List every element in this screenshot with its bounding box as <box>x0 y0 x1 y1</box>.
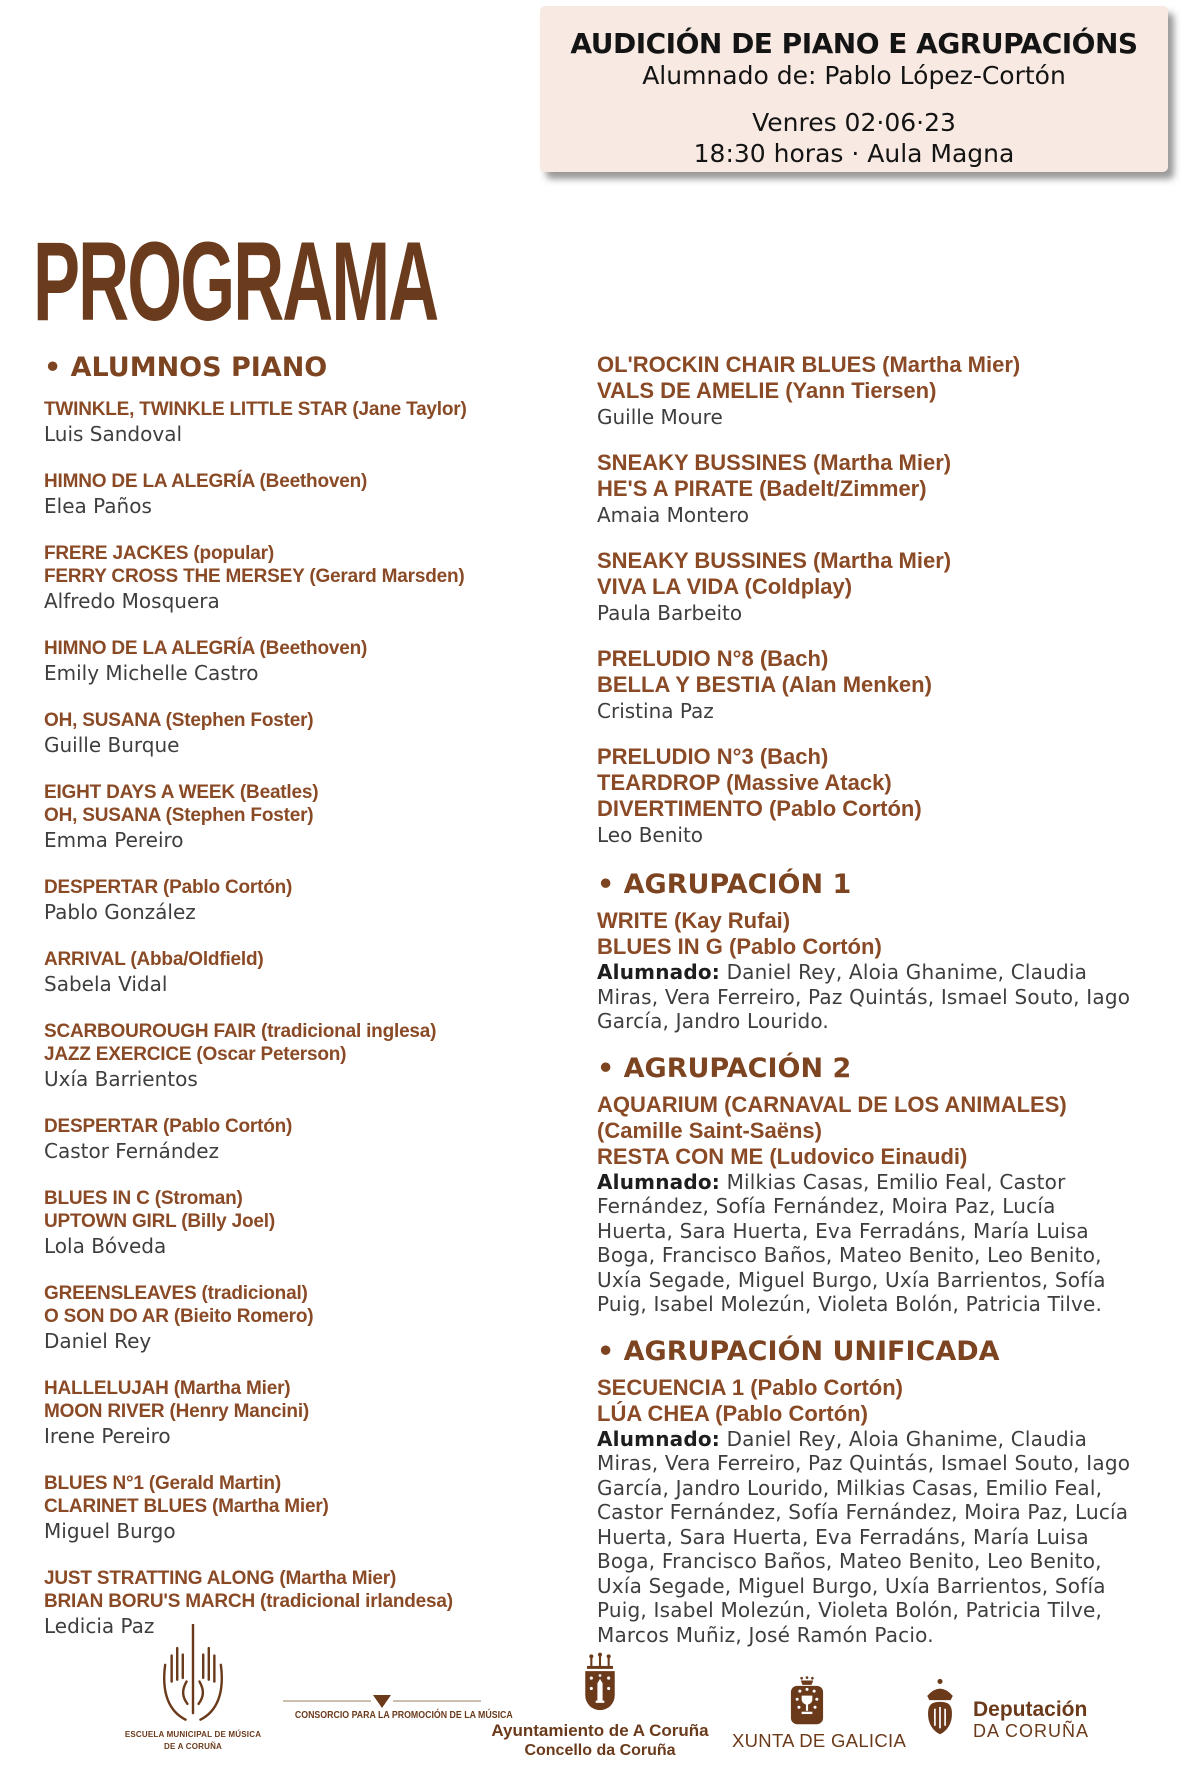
program-entry <box>44 876 528 924</box>
piece-title: MOON RIVER (Henry Mancini) <box>44 1401 310 1422</box>
piece-title: O SON DO AR (Bieito Romero) <box>44 1306 314 1327</box>
piece-title: SECUENCIA 1 (Pablo Cortón) <box>597 1374 903 1400</box>
performer-name: Alfredo Mosquera <box>44 589 220 613</box>
program-entry <box>597 744 1175 847</box>
piece-title: HIMNO DE LA ALEGRÍA (Beethoven) <box>44 638 368 659</box>
alumnado-paragraph: Alumnado: Daniel Rey, Aloia Ghanime, Claudia Miras, Vera Ferreiro, Paz Quintás, Ismael Souto, Iago García, Jandro Lourido. <box>597 960 1131 1033</box>
agrupacion-group <box>597 1335 1175 1648</box>
performer-name: Pablo González <box>44 900 196 924</box>
piece-title: VIVA LA VIDA (Coldplay) <box>597 574 853 599</box>
program-entry <box>44 1282 528 1353</box>
piece-title: VALS DE AMELIE (Yann Tiersen) <box>597 378 937 403</box>
performer-name: Sabela Vidal <box>44 972 168 996</box>
piece-title: (Camille Saint-Saëns) <box>597 1117 822 1143</box>
performer-name: Paula Barbeito <box>597 601 743 625</box>
piece-title: HE'S A PIRATE (Badelt/Zimmer) <box>597 476 927 501</box>
escuela-logo-text-line1: ESCUELA MUNICIPAL DE MÚSICA <box>124 1730 262 1739</box>
piece-title: DESPERTAR (Pablo Cortón) <box>44 877 293 898</box>
group-heading: • AGRUPACIÓN 1 <box>597 869 852 900</box>
program-entry <box>44 542 528 613</box>
performer-name: Emma Pereiro <box>44 828 184 852</box>
piece-title: SNEAKY BUSSINES (Martha Mier) <box>597 450 952 475</box>
xunta-galicia-logo <box>732 1676 907 1751</box>
piece-title: PRELUDIO N°3 (Bach) <box>597 744 829 769</box>
piece-title: BLUES IN C (Stroman) <box>44 1188 243 1209</box>
piece-title: BLUES IN G (Pablo Cortón) <box>597 934 882 959</box>
program-entry <box>44 1377 528 1448</box>
piece-title: OL'ROCKIN CHAIR BLUES (Martha Mier) <box>597 352 1021 377</box>
program-entry <box>44 1020 528 1091</box>
program-entry <box>44 781 528 852</box>
performer-name: Elea Paños <box>44 494 152 518</box>
section-heading-alumnos-piano: • ALUMNOS PIANO <box>44 352 328 383</box>
xunta-emblem-icon <box>732 1676 882 1726</box>
program-entry <box>44 637 528 685</box>
event-title: AUDICIÓN DE PIANO E AGRUPACIÓNS <box>570 27 1138 60</box>
piece-title: TWINKLE, TWINKLE LITTLE STAR (Jane Taylor) <box>44 399 467 420</box>
alumnado-label: Alumnado: <box>597 1169 721 1194</box>
piece-title: RESTA CON ME (Ludovico Einaudi) <box>597 1143 968 1169</box>
hands-strings-icon <box>118 1624 268 1728</box>
piece-title: OH, SUSANA (Stephen Foster) <box>44 805 314 826</box>
performer-name: Miguel Burgo <box>44 1519 176 1543</box>
program-entry <box>597 548 1175 625</box>
program-entry <box>597 352 1175 429</box>
program-entry <box>44 1567 528 1638</box>
group-heading: • AGRUPACIÓN UNIFICADA <box>597 1335 1000 1367</box>
performer-name: Amaia Montero <box>597 503 749 527</box>
performer-name: Castor Fernández <box>44 1139 219 1163</box>
performer-name: Ledicia Paz <box>44 1614 155 1638</box>
piece-title: JUST STRATTING ALONG (Martha Mier) <box>44 1568 397 1589</box>
piano-entries-left <box>44 398 528 1638</box>
piece-title: WRITE (Kay Rufai) <box>597 908 791 933</box>
piano-entries-right <box>597 352 1175 847</box>
alumnado-paragraph: Alumnado: Milkias Casas, Emilio Feal, Castor Fernández, Sofía Fernández, Moira Paz, Lucía Huerta, Sara Huerta, Eva Ferradáns, María Luisa Boga, Francisco Baños, Mateo Benito, Leo Benito, Uxía Segade, Miguel Burgo, Uxía Barrientos, Sofía Puig, Isabel Molezún, Violeta Bolón, Patricia Tilve. <box>597 1169 1106 1316</box>
performer-name: Leo Benito <box>597 823 704 847</box>
program-entry <box>44 398 528 446</box>
piece-title: JAZZ EXERCICE (Oscar Peterson) <box>44 1044 347 1065</box>
performer-name: Guille Burque <box>44 733 180 757</box>
piece-title: HIMNO DE LA ALEGRÍA (Beethoven) <box>44 471 368 492</box>
piece-title: ARRIVAL (Abba/Oldfield) <box>44 949 264 970</box>
performer-name: Irene Pereiro <box>44 1424 171 1448</box>
alumnado-label: Alumnado: <box>597 960 721 984</box>
alumnado-paragraph: Alumnado: Daniel Rey, Aloia Ghanime, Claudia Miras, Vera Ferreiro, Paz Quintás, Ismael Souto, Iago García, Jandro Lourido, Milkias Casas, Emilio Feal, Castor Fernández, Sofía Fernández, Moira Paz, Lucía Huerta, Sara Huerta, Eva Ferradáns, María Luisa Boga, Francisco Baños, Mateo Benito, Leo Benito, Uxía Segade, Miguel Burgo, Uxía Barrientos, Sofía Puig, Isabel Molezún, Violeta Bolón, Patricia Tilve, Marcos Muñiz, José Ramón Pacio. <box>597 1426 1131 1647</box>
deputacion-coruna-logo <box>916 1678 1089 1741</box>
agrupacion-group <box>597 1052 1175 1317</box>
piece-title: AQUARIUM (CARNAVAL DE LOS ANIMALES) <box>597 1091 1067 1117</box>
agrupacion-groups <box>597 868 1175 1647</box>
event-header-box <box>540 6 1168 172</box>
piece-title: SCARBOUROUGH FAIR (tradicional inglesa) <box>44 1021 437 1042</box>
piece-title: BLUES N°1 (Gerald Martin) <box>44 1473 281 1494</box>
performer-name: Luis Sandoval <box>44 422 183 446</box>
piece-title: PRELUDIO N°8 (Bach) <box>597 646 829 671</box>
program-entry <box>44 1187 528 1258</box>
agrupacion-group <box>597 868 1175 1034</box>
event-time-venue: 18:30 horas · Aula Magna <box>693 139 1015 168</box>
program-entry <box>44 709 528 757</box>
piece-title: UPTOWN GIRL (Billy Joel) <box>44 1211 275 1232</box>
performer-name: Uxía Barrientos <box>44 1067 198 1091</box>
piece-title: SNEAKY BUSSINES (Martha Mier) <box>597 548 952 573</box>
page-title: PROGRAMA <box>33 219 438 344</box>
escuela-musica-logo <box>118 1624 268 1752</box>
performer-name: Guille Moure <box>597 405 723 429</box>
event-date: Venres 02·06·23 <box>752 108 956 137</box>
xunta-logo-text: XUNTA DE GALICIA <box>732 1730 907 1751</box>
alumnado-label: Alumnado: <box>597 1426 721 1451</box>
event-students-line: Alumnado de: Pablo López-Cortón <box>642 61 1066 90</box>
program-entry <box>44 1472 528 1543</box>
program-entry <box>597 450 1175 527</box>
ayuntamiento-text-line2: Concello da Coruña <box>524 1742 676 1759</box>
piece-title: TEARDROP (Massive Atack) <box>597 770 892 795</box>
ayuntamiento-text-line1: Ayuntamiento de A Coruña <box>491 1721 709 1740</box>
performer-name: Daniel Rey <box>44 1329 152 1353</box>
deputacion-crown-shield-icon <box>916 1678 964 1736</box>
performer-name: Emily Michelle Castro <box>44 661 259 685</box>
program-right-column <box>597 352 1175 1665</box>
piece-title: LÚA CHEA (Pablo Cortón) <box>597 1400 868 1426</box>
piece-title: FERRY CROSS THE MERSEY (Gerard Marsden) <box>44 566 465 587</box>
program-entry <box>44 948 528 996</box>
piece-title: HALLELUJAH (Martha Mier) <box>44 1378 291 1399</box>
deputacion-text-line2: DA CORUÑA <box>973 1721 1090 1741</box>
piece-title: DESPERTAR (Pablo Cortón) <box>44 1116 293 1137</box>
consorcio-logo <box>283 1694 513 1722</box>
ayuntamiento-shield-icon <box>490 1652 710 1718</box>
group-heading: • AGRUPACIÓN 2 <box>597 1052 852 1084</box>
piece-title: GREENSLEAVES (tradicional) <box>44 1283 308 1304</box>
escuela-logo-text-line2: DE A CORUÑA <box>163 1742 223 1751</box>
program-left-column <box>44 352 528 1662</box>
consorcio-rule-triangle-icon <box>283 1694 481 1708</box>
piece-title: EIGHT DAYS A WEEK (Beatles) <box>44 782 319 803</box>
program-entry <box>44 470 528 518</box>
piece-title: OH, SUSANA (Stephen Foster) <box>44 710 314 731</box>
consorcio-logo-text: CONSORCIO PARA LA PROMOCIÓN DE LA MÚSICA <box>294 1710 513 1721</box>
performer-name: Lola Bóveda <box>44 1234 167 1258</box>
deputacion-text-line1: Deputación <box>973 1698 1088 1721</box>
program-entry <box>44 1115 528 1163</box>
ayuntamiento-coruna-logo <box>490 1652 710 1760</box>
program-entry <box>597 646 1175 723</box>
piece-title: DIVERTIMENTO (Pablo Cortón) <box>597 796 922 821</box>
performer-name: Cristina Paz <box>597 699 714 723</box>
piece-title: CLARINET BLUES (Martha Mier) <box>44 1496 329 1517</box>
piece-title: BELLA Y BESTIA (Alan Menken) <box>597 672 932 697</box>
piece-title: FRERE JACKES (popular) <box>44 543 274 564</box>
piece-title: BRIAN BORU'S MARCH (tradicional irlandesa) <box>44 1591 453 1612</box>
